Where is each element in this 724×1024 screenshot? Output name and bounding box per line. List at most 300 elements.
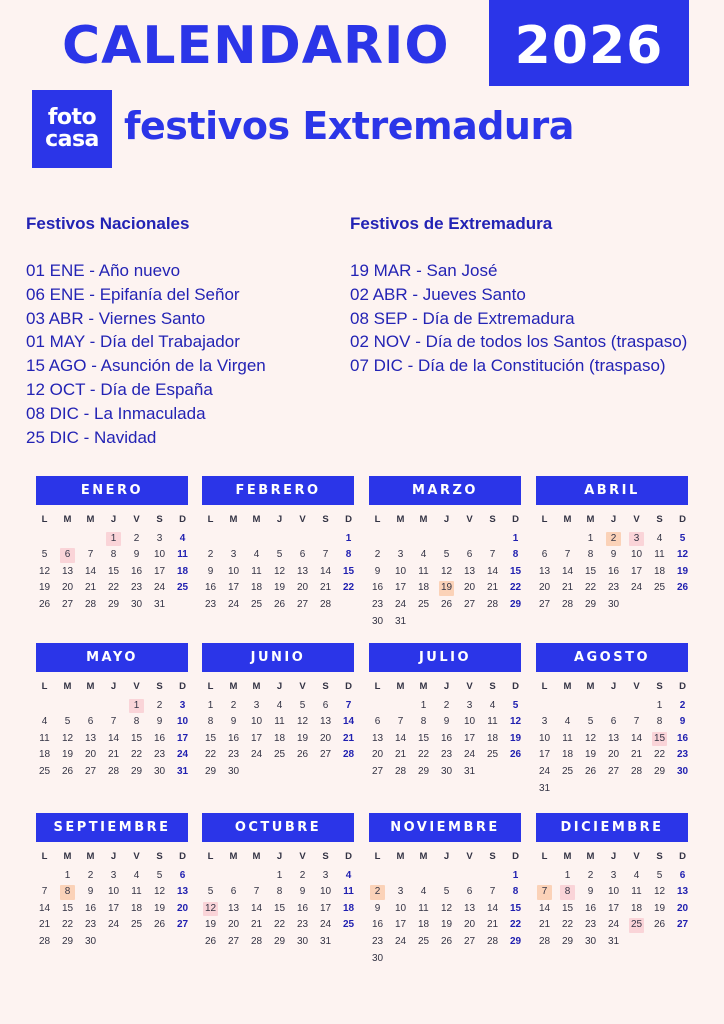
day-cell: 1 <box>564 869 571 881</box>
regional-holiday-item: 07 DIC - Día de la Constitución (traspaso) <box>350 356 666 376</box>
day-cell: 27 <box>538 598 551 610</box>
day-cell: 11 <box>631 886 642 898</box>
day-cell: 3 <box>322 869 329 881</box>
day-cell: 6 <box>230 886 237 898</box>
day-cell: 13 <box>296 565 309 577</box>
weekday-label: M <box>252 681 261 692</box>
day-cell: 29 <box>509 598 522 610</box>
day-cell: 1 <box>512 532 519 544</box>
day-cell: 5 <box>587 716 594 728</box>
day-cell: 9 <box>87 886 94 898</box>
month-title: JULIO <box>369 643 521 672</box>
month-title: ENERO <box>36 476 188 505</box>
day-cell: 24 <box>250 749 263 761</box>
empty-cell <box>199 868 222 885</box>
logo-text-bottom: casa <box>45 127 99 152</box>
national-holidays-list <box>26 212 266 449</box>
month-title: DICIEMBRE <box>536 813 688 842</box>
weekday-label: S <box>322 514 329 525</box>
month-abril <box>536 476 688 614</box>
day-cell: 5 <box>156 869 163 881</box>
day-cell: 19 <box>440 919 453 931</box>
day-cell: 10 <box>607 886 620 898</box>
day-cell: 11 <box>654 549 665 561</box>
day-cell: 1 <box>345 532 352 544</box>
day-cell: 14 <box>84 565 97 577</box>
day-cell: 12 <box>653 886 666 898</box>
empty-cell <box>556 698 579 715</box>
weekday-label: M <box>252 851 261 862</box>
day-cell: 30 <box>607 598 620 610</box>
day-cell: 1 <box>512 869 519 881</box>
day-cell: 21 <box>538 919 551 931</box>
month-title: FEBRERO <box>202 476 354 505</box>
day-cell: 11 <box>39 732 50 744</box>
weekday-label: J <box>443 681 450 692</box>
weekday-label: M <box>229 681 238 692</box>
day-cell: 19 <box>153 902 166 914</box>
day-cell: 23 <box>371 598 384 610</box>
day-cell: 3 <box>110 869 117 881</box>
day-cell: 18 <box>130 902 143 914</box>
fotocasa-logo <box>32 90 112 168</box>
day-cell: 26 <box>676 582 689 594</box>
day-cell: 1 <box>587 532 594 544</box>
day-cell: 19 <box>296 732 309 744</box>
day-cell: 7 <box>397 716 404 728</box>
day-cell: 20 <box>371 749 384 761</box>
day-cell: 9 <box>299 886 306 898</box>
day-cell: 28 <box>38 935 51 947</box>
day-cell: 28 <box>342 749 355 761</box>
day-cell: 4 <box>633 869 640 881</box>
month-septiembre <box>36 813 188 951</box>
day-cell: 25 <box>250 598 263 610</box>
day-cell: 5 <box>41 549 48 561</box>
day-cell: 5 <box>656 869 663 881</box>
weekday-label: V <box>633 851 640 862</box>
weekday-label: S <box>156 514 163 525</box>
day-cell: 5 <box>207 886 214 898</box>
weekday-label: D <box>179 851 186 862</box>
day-cell: 18 <box>561 749 574 761</box>
day-cell: 10 <box>107 886 120 898</box>
weekday-label: D <box>679 851 686 862</box>
day-cell: 3 <box>541 716 548 728</box>
day-cell: 4 <box>420 886 427 898</box>
day-cell: 25 <box>38 765 51 777</box>
day-cell: 24 <box>319 919 332 931</box>
empty-cell <box>435 531 458 548</box>
day-cell: 22 <box>61 919 74 931</box>
day-cell: 13 <box>538 565 551 577</box>
day-cell: 16 <box>371 582 384 594</box>
national-holiday-item: 01 MAY - Día del Trabajador <box>26 332 240 352</box>
day-cell: 22 <box>584 582 597 594</box>
day-cell: 19 <box>509 732 522 744</box>
regional-holiday-item: 02 ABR - Jueves Santo <box>350 284 526 304</box>
day-cell: 10 <box>463 716 476 728</box>
weekday-label: V <box>299 681 306 692</box>
day-cell: 9 <box>374 565 381 577</box>
weekday-label: M <box>63 681 72 692</box>
day-cell: 8 <box>276 886 283 898</box>
weekday-label: M <box>229 514 238 525</box>
day-cell: 7 <box>489 549 496 561</box>
national-holiday-item: 08 DIC - La Inmaculada <box>26 403 206 423</box>
weekday-label: M <box>586 514 595 525</box>
day-cell: 18 <box>417 582 430 594</box>
day-cell: 16 <box>84 902 97 914</box>
day-cell: 25 <box>176 582 189 594</box>
day-cell: 15 <box>417 732 430 744</box>
day-cell: 17 <box>538 749 551 761</box>
national-holiday-item: 25 DIC - Navidad <box>26 427 157 447</box>
weekday-label: L <box>374 851 381 862</box>
day-cell: 20 <box>227 919 240 931</box>
day-cell: 24 <box>394 935 407 947</box>
day-cell: 6 <box>322 699 329 711</box>
regional-holiday-item: 19 MAR - San José <box>350 261 498 280</box>
empty-cell <box>458 868 481 885</box>
day-cell: 20 <box>463 919 476 931</box>
weekday-label: M <box>563 851 572 862</box>
empty-cell <box>579 698 602 715</box>
day-cell: 20 <box>463 582 476 594</box>
day-cell: 7 <box>87 549 94 561</box>
day-cell: 25 <box>625 917 648 934</box>
day-cell: 31 <box>153 598 166 610</box>
month-diciembre <box>536 813 688 951</box>
day-cell: 11 <box>343 886 354 898</box>
day-cell: 15 <box>509 902 522 914</box>
weekday-label: L <box>541 514 548 525</box>
day-cell: 28 <box>630 765 643 777</box>
day-cell: 12 <box>38 565 51 577</box>
day-cell: 3 <box>253 699 260 711</box>
day-cell: 27 <box>676 919 689 931</box>
day-cell: 22 <box>342 582 355 594</box>
day-cell: 14 <box>561 565 574 577</box>
day-cell: 8 <box>512 886 519 898</box>
weekday-label: M <box>63 851 72 862</box>
day-cell: 26 <box>204 935 217 947</box>
month-marzo <box>369 476 521 630</box>
day-cell: 29 <box>204 765 217 777</box>
day-cell: 21 <box>561 582 574 594</box>
day-cell: 8 <box>207 716 214 728</box>
day-cell: 14 <box>319 565 332 577</box>
year-badge <box>489 0 689 86</box>
day-cell: 15 <box>584 565 597 577</box>
day-cell: 27 <box>176 919 189 931</box>
weekday-label: S <box>322 681 329 692</box>
day-cell: 13 <box>176 886 189 898</box>
day-cell: 27 <box>296 598 309 610</box>
day-cell: 27 <box>84 765 97 777</box>
day-cell: 10 <box>250 716 263 728</box>
day-cell: 23 <box>227 749 240 761</box>
day-cell: 29 <box>61 935 74 947</box>
day-cell: 25 <box>653 582 666 594</box>
day-cell: 25 <box>486 749 499 761</box>
day-cell: 7 <box>41 886 48 898</box>
day-cell: 30 <box>440 765 453 777</box>
day-cell: 4 <box>656 532 663 544</box>
empty-cell <box>556 531 579 548</box>
day-cell: 25 <box>417 598 430 610</box>
empty-cell <box>33 531 56 548</box>
day-cell: 3 <box>156 532 163 544</box>
day-cell: 27 <box>61 598 74 610</box>
day-cell: 5 <box>443 886 450 898</box>
day-cell: 7 <box>489 886 496 898</box>
day-cell: 28 <box>394 765 407 777</box>
day-cell: 26 <box>38 598 51 610</box>
month-title: NOVIEMBRE <box>369 813 521 842</box>
weekday-label: J <box>610 851 617 862</box>
weekday-label: S <box>156 681 163 692</box>
day-cell: 5 <box>64 716 71 728</box>
day-cell: 30 <box>676 765 689 777</box>
day-cell: 3 <box>466 699 473 711</box>
empty-cell <box>533 531 556 548</box>
weekday-label: D <box>179 681 186 692</box>
day-cell: 17 <box>607 902 620 914</box>
weekday-label: J <box>110 851 117 862</box>
day-cell: 15 <box>61 902 74 914</box>
day-cell: 10 <box>630 549 643 561</box>
empty-cell <box>625 698 648 715</box>
day-cell: 7 <box>633 716 640 728</box>
month-enero <box>36 476 188 614</box>
day-cell: 5 <box>512 699 519 711</box>
weekday-label: V <box>133 851 140 862</box>
weekday-label: J <box>110 514 117 525</box>
day-cell: 22 <box>107 582 120 594</box>
day-cell: 9 <box>587 886 594 898</box>
day-cell: 4 <box>345 869 352 881</box>
day-cell: 2 <box>374 549 381 561</box>
day-cell: 2 <box>230 699 237 711</box>
day-cell: 19 <box>38 582 51 594</box>
day-cell: 9 <box>374 902 381 914</box>
day-cell: 17 <box>394 919 407 931</box>
weekday-label: V <box>299 514 306 525</box>
day-cell: 15 <box>273 902 286 914</box>
weekday-label: S <box>156 851 163 862</box>
day-cell: 29 <box>273 935 286 947</box>
day-cell: 16 <box>153 732 166 744</box>
day-cell: 11 <box>487 716 498 728</box>
day-cell: 30 <box>371 952 384 964</box>
day-cell: 20 <box>319 732 332 744</box>
day-cell: 2 <box>87 869 94 881</box>
month-title: SEPTIEMBRE <box>36 813 188 842</box>
day-cell: 8 <box>345 549 352 561</box>
day-cell: 28 <box>250 935 263 947</box>
empty-cell <box>102 698 125 715</box>
day-cell: 12 <box>440 902 453 914</box>
day-cell: 21 <box>38 919 51 931</box>
day-cell: 24 <box>107 919 120 931</box>
day-cell: 13 <box>463 565 476 577</box>
day-cell: 19 <box>61 749 74 761</box>
regional-holidays-title: Festivos de Extremadura <box>350 214 553 233</box>
day-cell: 24 <box>463 749 476 761</box>
day-cell: 1 <box>656 699 663 711</box>
day-cell: 18 <box>342 902 355 914</box>
page-title: CALENDARIO <box>62 16 450 76</box>
day-cell: 27 <box>371 765 384 777</box>
day-cell: 2 <box>602 531 625 548</box>
day-cell: 3 <box>230 549 237 561</box>
day-cell: 23 <box>296 919 309 931</box>
day-cell: 7 <box>110 716 117 728</box>
empty-cell <box>33 698 56 715</box>
day-cell: 31 <box>176 765 189 777</box>
day-cell: 22 <box>509 919 522 931</box>
day-cell: 5 <box>276 549 283 561</box>
day-cell: 30 <box>296 935 309 947</box>
empty-cell <box>222 531 245 548</box>
month-mayo <box>36 643 188 781</box>
day-cell: 6 <box>56 547 79 564</box>
empty-cell <box>56 698 79 715</box>
weekday-label: S <box>656 851 663 862</box>
weekday-label: D <box>512 514 519 525</box>
day-cell: 2 <box>366 884 389 901</box>
day-cell: 6 <box>299 549 306 561</box>
day-cell: 16 <box>676 732 689 744</box>
day-cell: 23 <box>84 919 97 931</box>
day-cell: 29 <box>509 935 522 947</box>
day-cell: 11 <box>177 549 188 561</box>
day-cell: 7 <box>345 699 352 711</box>
weekday-label: V <box>633 681 640 692</box>
day-cell: 17 <box>227 582 240 594</box>
day-cell: 14 <box>486 902 499 914</box>
weekday-label: L <box>41 514 48 525</box>
empty-cell <box>458 531 481 548</box>
day-cell: 16 <box>371 919 384 931</box>
month-febrero <box>202 476 354 614</box>
weekday-label: L <box>374 681 381 692</box>
day-cell: 18 <box>273 732 286 744</box>
empty-cell <box>56 531 79 548</box>
weekday-label: S <box>656 681 663 692</box>
month-junio <box>202 643 354 781</box>
weekday-label: V <box>133 514 140 525</box>
day-cell: 22 <box>561 919 574 931</box>
day-cell: 30 <box>371 615 384 627</box>
day-cell: 1 <box>64 869 71 881</box>
day-cell: 16 <box>607 565 620 577</box>
weekday-label: J <box>110 681 117 692</box>
day-cell: 12 <box>61 732 74 744</box>
month-title: MAYO <box>36 643 188 672</box>
regional-holiday-item: 02 NOV - Día de todos los Santos (traspaso) <box>350 332 688 352</box>
day-cell: 14 <box>342 716 355 728</box>
empty-cell <box>314 531 337 548</box>
day-cell: 21 <box>107 749 120 761</box>
month-title: AGOSTO <box>536 643 688 672</box>
day-cell: 10 <box>153 549 166 561</box>
day-cell: 6 <box>610 716 617 728</box>
day-cell: 15 <box>561 902 574 914</box>
day-cell: 27 <box>227 935 240 947</box>
day-cell: 18 <box>417 919 430 931</box>
day-cell: 14 <box>538 902 551 914</box>
weekday-label: L <box>541 851 548 862</box>
day-cell: 26 <box>273 598 286 610</box>
day-cell: 28 <box>538 935 551 947</box>
day-cell: 22 <box>653 749 666 761</box>
day-cell: 24 <box>227 598 240 610</box>
day-cell: 24 <box>607 919 620 931</box>
day-cell: 22 <box>417 749 430 761</box>
day-cell: 30 <box>153 765 166 777</box>
day-cell: 7 <box>533 884 556 901</box>
day-cell: 29 <box>107 598 120 610</box>
weekday-label: M <box>563 514 572 525</box>
day-cell: 8 <box>133 716 140 728</box>
day-cell: 25 <box>130 919 143 931</box>
empty-cell <box>268 531 291 548</box>
weekday-label: L <box>374 514 381 525</box>
day-cell: 14 <box>394 732 407 744</box>
day-cell: 16 <box>440 732 453 744</box>
day-cell: 29 <box>653 765 666 777</box>
weekday-label: J <box>276 851 283 862</box>
day-cell: 4 <box>253 549 260 561</box>
weekday-label: J <box>276 514 283 525</box>
day-cell: 17 <box>319 902 332 914</box>
day-cell: 17 <box>176 732 189 744</box>
empty-cell <box>533 868 556 885</box>
day-cell: 16 <box>584 902 597 914</box>
weekday-label: V <box>466 514 473 525</box>
day-cell: 29 <box>584 598 597 610</box>
day-cell: 6 <box>466 886 473 898</box>
empty-cell <box>245 531 268 548</box>
empty-cell <box>245 868 268 885</box>
weekday-label: L <box>541 681 548 692</box>
month-octubre <box>202 813 354 951</box>
day-cell: 28 <box>319 598 332 610</box>
day-cell: 31 <box>463 765 476 777</box>
weekday-label: S <box>322 851 329 862</box>
day-cell: 23 <box>676 749 689 761</box>
weekday-label: M <box>419 681 428 692</box>
day-cell: 12 <box>153 886 166 898</box>
weekday-label: M <box>252 514 261 525</box>
day-cell: 12 <box>199 901 222 918</box>
weekday-label: J <box>443 851 450 862</box>
day-cell: 5 <box>679 532 686 544</box>
day-cell: 1 <box>125 698 148 715</box>
weekday-label: S <box>656 514 663 525</box>
day-cell: 2 <box>133 532 140 544</box>
empty-cell <box>533 698 556 715</box>
day-cell: 5 <box>443 549 450 561</box>
weekday-label: L <box>41 851 48 862</box>
day-cell: 6 <box>541 549 548 561</box>
day-cell: 20 <box>676 902 689 914</box>
day-cell: 4 <box>179 532 186 544</box>
day-cell: 20 <box>84 749 97 761</box>
weekday-label: V <box>633 514 640 525</box>
